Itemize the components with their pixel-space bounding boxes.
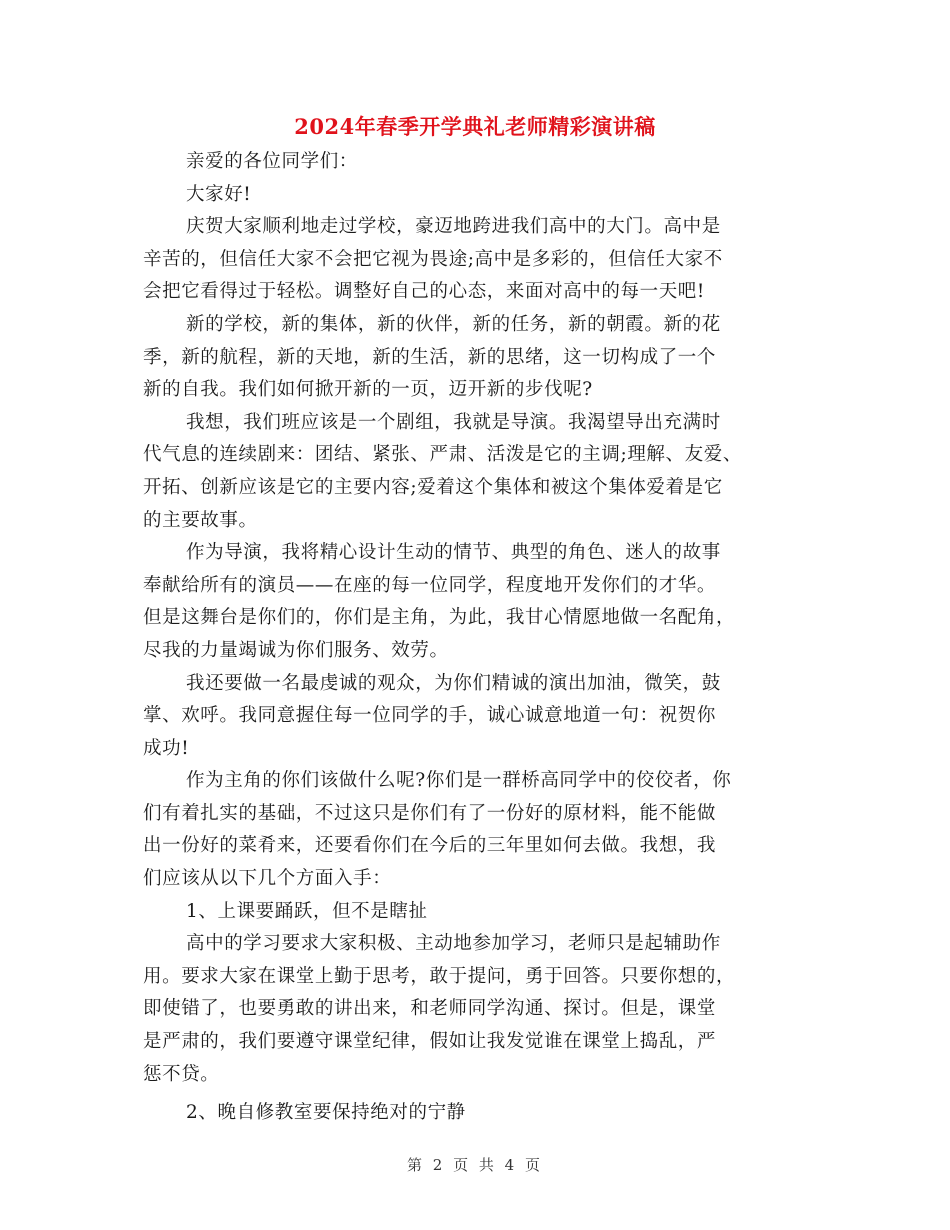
- paragraph-line: 庆贺大家顺利地走过学校，豪迈地跨进我们高中的大门。高中是: [186, 216, 721, 238]
- document-title: 2024年春季开学典礼老师精彩演讲稿: [294, 114, 656, 139]
- paragraph-line: 我想，我们班应该是一个剧组，我就是导演。我渴望导出充满时: [186, 411, 721, 433]
- paragraph-line: 尽我的力量竭诚为你们服务、效劳。: [143, 639, 449, 661]
- paragraph-line: 我还要做一名最虔诚的观众，为你们精诚的演出加油，微笑，鼓: [186, 672, 721, 694]
- paragraph-line: 掌、欢呼。我同意握住每一位同学的手，诚心诚意地道一句：祝贺你: [143, 705, 717, 727]
- paragraph-line: 用。要求大家在课堂上勤于思考，敢于提问，勇于回答。只要你想的，: [143, 965, 736, 987]
- paragraph-line: 新的学校，新的集体，新的伙伴，新的任务，新的朝霞。新的花: [186, 313, 721, 335]
- paragraph-line: 会把它看得过于轻松。调整好自己的心态，来面对高中的每一天吧!: [143, 281, 705, 303]
- paragraph-line: 高中的学习要求大家积极、主动地参加学习，老师只是起辅助作: [186, 933, 721, 955]
- paragraph-line: 代气息的连续剧来：团结、紧张、严肃、活泼是它的主调;理解、友爱、: [143, 444, 742, 466]
- paragraph-line: 作为主角的你们该做什么呢?你们是一群桥高同学中的佼佼者，你: [186, 770, 732, 792]
- paragraph-line: 的主要故事。: [143, 509, 258, 531]
- section-heading: 1、上课要踊跃，但不是瞎扯: [186, 900, 428, 922]
- paragraph-line: 辛苦的，但信任大家不会把它视为畏途;高中是多彩的，但信任大家不: [143, 248, 723, 270]
- paragraph-line: 惩不贷。: [143, 1063, 220, 1085]
- section-heading: 2、晚自修教室要保持绝对的宁静: [186, 1102, 466, 1124]
- paragraph-line: 即使错了，也要勇敢的讲出来，和老师同学沟通、探讨。但是，课堂: [143, 998, 717, 1020]
- paragraph-line: 开拓、创新应该是它的主要内容;爱着这个集体和被这个集体爱着是它: [143, 476, 723, 498]
- paragraph-line: 们有着扎实的基础，不过这只是你们有了一份好的原材料，能不能做: [143, 802, 717, 824]
- paragraph-line: 是严肃的，我们要遵守课堂纪律，假如让我发觉谁在课堂上捣乱，严: [143, 1031, 717, 1053]
- paragraph-line: 新的自我。我们如何掀开新的一页，迈开新的步伐呢?: [143, 379, 593, 401]
- paragraph-line: 出一份好的菜肴来，还要看你们在今后的三年里如何去做。我想，我: [143, 835, 717, 857]
- paragraph-line: 季，新的航程，新的天地，新的生活，新的思绪，这一切构成了一个: [143, 346, 717, 368]
- paragraph-line: 大家好!: [186, 183, 252, 205]
- paragraph-line: 但是这舞台是你们的，你们是主角，为此，我甘心情愿地做一名配角，: [143, 607, 736, 629]
- paragraph-line: 们应该从以下几个方面入手：: [143, 868, 392, 890]
- page-footer: 第 2 页 共 4 页: [407, 1156, 543, 1174]
- paragraph-line: 成功!: [143, 737, 190, 759]
- paragraph-line: 亲爱的各位同学们：: [186, 151, 358, 172]
- paragraph-line: 作为导演，我将精心设计生动的情节、典型的角色、迷人的故事: [186, 542, 721, 564]
- paragraph-line: 奉献给所有的演员——在座的每一位同学，程度地开发你们的才华。: [143, 574, 717, 596]
- document-body: [143, 146, 823, 1130]
